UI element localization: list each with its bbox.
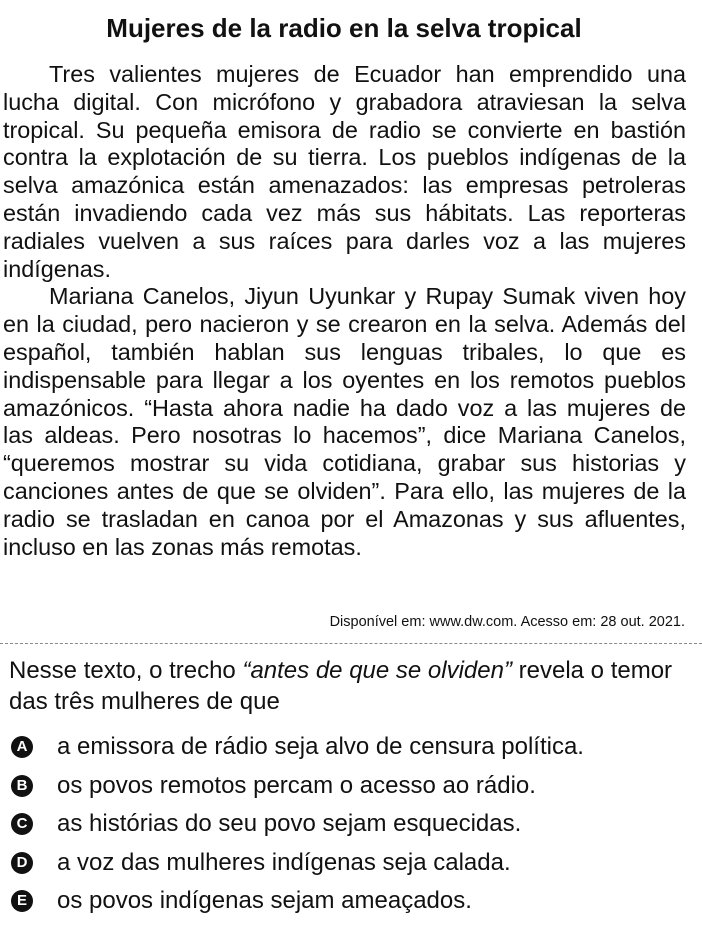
option-e-letter-badge: E: [11, 890, 33, 912]
option-d-letter-badge: D: [11, 852, 33, 874]
option-c[interactable]: [0, 805, 702, 844]
question-stem-start: Nesse texto, o trecho: [9, 657, 243, 684]
answer-options: [0, 728, 702, 921]
question-stem-end: revela o temor das três mulheres de que: [9, 657, 673, 715]
option-d-text: a voz das mulheres indígenas seja calada.: [57, 848, 511, 876]
dashed-divider: [0, 643, 702, 644]
option-c-text: as histórias do seu povo sejam esquecidas.: [57, 810, 522, 838]
option-a-text: a emissora de rádio seja alvo de censura política.: [57, 733, 584, 761]
option-b-text: os povos remotos percam o acesso ao rádio.: [57, 771, 536, 799]
question-quoted-excerpt: “antes de que se olviden”: [242, 657, 512, 684]
option-b-letter-badge: B: [11, 775, 33, 797]
option-c-letter-badge: C: [11, 813, 33, 835]
option-d[interactable]: [0, 844, 702, 883]
option-b[interactable]: [0, 767, 702, 806]
option-a-letter-badge: A: [11, 736, 33, 758]
option-e[interactable]: [0, 882, 702, 921]
article-body: [3, 61, 686, 561]
option-e-text: os povos indígenas sejam ameaçados.: [57, 887, 472, 915]
article-paragraph-2: Mariana Canelos, Jiyun Uyunkar y Rupay Sumak viven hoy en la ciudad, pero nacieron y se crearon en la selva. Además del español, también hablan sus lenguas tribales, lo que es indispensable para llegar a los oyentes en los remotos pueblos amazónicos. “Hasta ahora nadie ha dado voz a las mujeres de las aldeas. Pero nosotras lo hacemos”, dice Mariana Canelos, “queremos mostrar su vida cotidiana, grabar sus historias y canciones antes de que se olviden”. Para ello, las mujeres de la radio se trasladan en canoa por el Amazonas y sus afluentes, incluso en las zonas más remotas.: [3, 283, 686, 560]
article-paragraph-1: Tres valientes mujeres de Ecuador han emprendido una lucha digital. Con micrófono y grabadora atraviesan la selva tropical. Su pequeña emisora de radio se convierte en bastión contra la explotación de su tierra. Los pueblos indígenas de la selva amazónica están amenazados: las empresas petroleras están invadiendo cada vez más sus hábitats. Las reporteras radiales vuelven a sus raíces para darles voz a las mujeres indígenas.: [3, 61, 686, 282]
option-a[interactable]: [0, 728, 702, 767]
article-title: Mujeres de la radio en la selva tropical: [106, 13, 582, 43]
source-citation: Disponível em: www.dw.com. Acesso em: 28 out. 2021.: [329, 614, 685, 630]
question-stem: [9, 655, 699, 717]
